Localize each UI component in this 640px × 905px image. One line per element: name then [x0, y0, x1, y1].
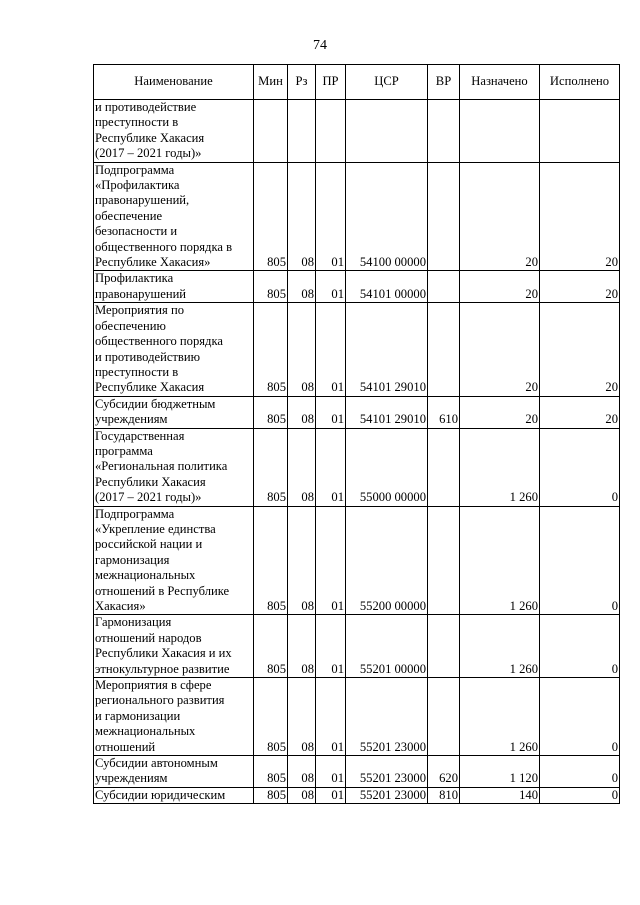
cell-min: 805	[254, 678, 288, 756]
cell-min: 805	[254, 162, 288, 271]
cell-name: Субсидии автономным учреждениям	[94, 756, 254, 788]
cell-executed: 0	[540, 756, 620, 788]
cell-pr: 01	[316, 428, 346, 506]
cell-assigned: 20	[460, 271, 540, 303]
cell-min: 805	[254, 506, 288, 615]
cell-csr: 55201 23000	[346, 787, 428, 803]
cell-executed: 0	[540, 428, 620, 506]
cell-name: Мероприятия по обеспечению общественного порядка и противодействию преступности в Республике Хакасия	[94, 303, 254, 396]
cell-vr	[428, 100, 460, 163]
cell-assigned: 1 120	[460, 756, 540, 788]
cell-executed: 20	[540, 271, 620, 303]
cell-csr: 55000 00000	[346, 428, 428, 506]
cell-min: 805	[254, 756, 288, 788]
cell-vr: 610	[428, 396, 460, 428]
cell-rz: 08	[288, 162, 316, 271]
cell-assigned: 1 260	[460, 506, 540, 615]
page-number: 74	[313, 38, 327, 53]
cell-executed: 20	[540, 396, 620, 428]
cell-assigned: 20	[460, 303, 540, 396]
cell-pr: 01	[316, 678, 346, 756]
header-csr: ЦСР	[346, 65, 428, 100]
cell-executed: 20	[540, 162, 620, 271]
cell-csr: 54101 29010	[346, 303, 428, 396]
cell-rz: 08	[288, 506, 316, 615]
cell-rz: 08	[288, 756, 316, 788]
cell-name: Подпрограмма «Укрепление единства российской нации и гармонизация межнациональных отношений в Республике Хакасия»	[94, 506, 254, 615]
cell-name: Мероприятия в сфере регионального развития и гармонизации межнациональных отношений	[94, 678, 254, 756]
cell-assigned: 20	[460, 162, 540, 271]
table-row	[94, 506, 620, 615]
cell-csr: 55201 00000	[346, 615, 428, 678]
header-pr: ПР	[316, 65, 346, 100]
cell-vr	[428, 303, 460, 396]
table-row	[94, 615, 620, 678]
cell-name: Профилактика правонарушений	[94, 271, 254, 303]
cell-executed: 0	[540, 506, 620, 615]
cell-csr	[346, 100, 428, 163]
cell-executed: 0	[540, 678, 620, 756]
cell-assigned: 1 260	[460, 678, 540, 756]
cell-pr: 01	[316, 756, 346, 788]
cell-pr: 01	[316, 162, 346, 271]
cell-assigned: 1 260	[460, 428, 540, 506]
cell-min: 805	[254, 303, 288, 396]
cell-min: 805	[254, 787, 288, 803]
table-row	[94, 100, 620, 163]
cell-rz: 08	[288, 303, 316, 396]
cell-min: 805	[254, 615, 288, 678]
cell-csr: 55200 00000	[346, 506, 428, 615]
cell-pr: 01	[316, 506, 346, 615]
cell-name: Подпрограмма «Профилактика правонарушений, обеспечение безопасности и общественного порядка в Республике Хакасия»	[94, 162, 254, 271]
table-row	[94, 271, 620, 303]
header-vr: ВР	[428, 65, 460, 100]
cell-vr: 620	[428, 756, 460, 788]
cell-rz: 08	[288, 787, 316, 803]
cell-rz: 08	[288, 615, 316, 678]
cell-executed: 20	[540, 303, 620, 396]
cell-assigned	[460, 100, 540, 163]
cell-rz	[288, 100, 316, 163]
cell-csr: 54101 00000	[346, 271, 428, 303]
cell-rz: 08	[288, 271, 316, 303]
table-row	[94, 756, 620, 788]
cell-pr: 01	[316, 787, 346, 803]
header-assigned: Назначено	[460, 65, 540, 100]
cell-name: Государственная программа «Региональная политика Республики Хакасия (2017 – 2021 годы)»	[94, 428, 254, 506]
cell-rz: 08	[288, 396, 316, 428]
cell-name: Субсидии бюджетным учреждениям	[94, 396, 254, 428]
cell-min: 805	[254, 428, 288, 506]
cell-min	[254, 100, 288, 163]
cell-vr: 810	[428, 787, 460, 803]
table-header-row	[94, 65, 620, 100]
header-executed: Исполнено	[540, 65, 620, 100]
cell-pr: 01	[316, 271, 346, 303]
cell-vr	[428, 506, 460, 615]
cell-assigned: 140	[460, 787, 540, 803]
cell-executed	[540, 100, 620, 163]
table-row	[94, 162, 620, 271]
cell-csr: 54101 29010	[346, 396, 428, 428]
header-min: Мин	[254, 65, 288, 100]
table-row	[94, 678, 620, 756]
table-row	[94, 428, 620, 506]
cell-pr	[316, 100, 346, 163]
cell-rz: 08	[288, 428, 316, 506]
cell-name: Гармонизация отношений народов Республики Хакасия и их этнокультурное развитие	[94, 615, 254, 678]
table-row	[94, 787, 620, 803]
cell-vr	[428, 162, 460, 271]
cell-executed: 0	[540, 787, 620, 803]
cell-rz: 08	[288, 678, 316, 756]
table-row	[94, 303, 620, 396]
cell-min: 805	[254, 271, 288, 303]
cell-pr: 01	[316, 303, 346, 396]
cell-vr	[428, 271, 460, 303]
cell-min: 805	[254, 396, 288, 428]
cell-csr: 54100 00000	[346, 162, 428, 271]
header-name: Наименование	[94, 65, 254, 100]
cell-assigned: 20	[460, 396, 540, 428]
cell-vr	[428, 615, 460, 678]
cell-vr	[428, 428, 460, 506]
cell-name: Субсидии юридическим	[94, 787, 254, 803]
cell-pr: 01	[316, 615, 346, 678]
cell-csr: 55201 23000	[346, 756, 428, 788]
cell-assigned: 1 260	[460, 615, 540, 678]
cell-executed: 0	[540, 615, 620, 678]
header-rz: Рз	[288, 65, 316, 100]
cell-vr	[428, 678, 460, 756]
cell-name: и противодействие преступности в Республике Хакасия (2017 – 2021 годы)»	[94, 100, 254, 163]
cell-pr: 01	[316, 396, 346, 428]
budget-table	[93, 64, 620, 804]
table-row	[94, 396, 620, 428]
cell-csr: 55201 23000	[346, 678, 428, 756]
